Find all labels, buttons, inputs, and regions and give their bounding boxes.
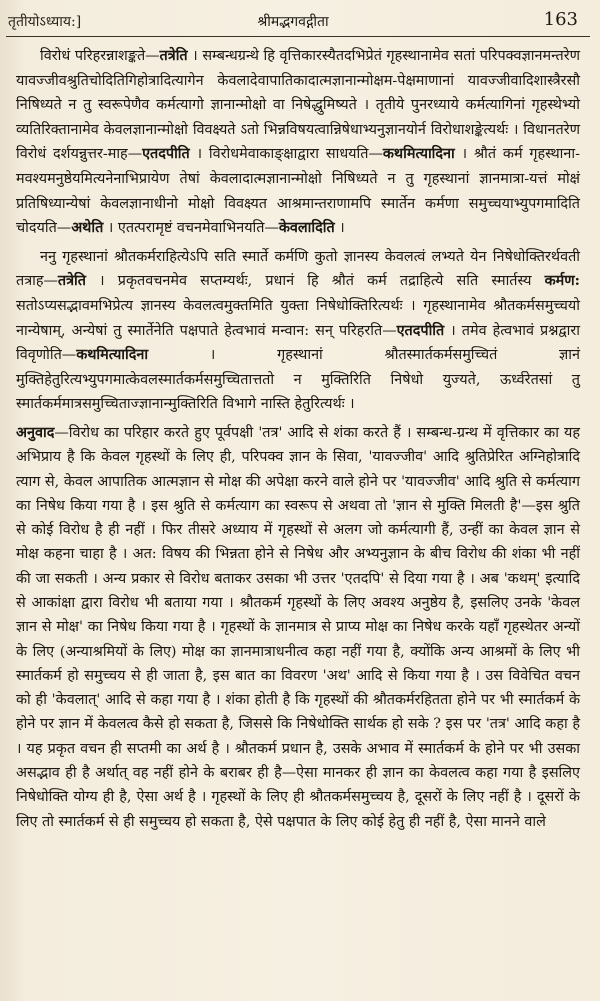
hindi-translation-para [16,421,580,834]
keyword-lemma: कथमित्यादिना [76,346,149,364]
text-run: । श्रौतं कर्म गृहस्थाना-मवश्यमनुष्ठेयमित्यनेनाभिप्रायेण तेषां केवलादात्मज्ञानान्मोक्षो निषिध्यते न तु गृहस्थानां ज्ञानमात्रा-यत्तं मोक्षं प्रतिषिध्यान्येषां केवलज्ञानाधीनो मोक्षो विवक्ष्यत आश्रमान्तराणामपि स्मार्तेन कर्मणा समुच्चयाभ्युपगमादिति चोदयति— [16,146,580,237]
keyword-lemma: कथमित्यादिना [382,145,455,163]
page-number: 163 [543,9,578,30]
sanskrit-commentary-para-1 [16,44,580,241]
text-run: । प्रकृतवचनमेव सप्तम्यर्थः, प्रधानं हि श्रौतं कर्म तद्राहित्ये सति स्मार्तस्य [85,273,545,290]
text-run: । विरोधमेवाकाङ्क्षाद्वारा साधयति— [189,146,383,163]
text-run: । [334,220,345,237]
header-rule [6,36,590,37]
text-run: ननु गृहस्थानां श्रौतकर्मराहित्येऽपि सति स्मार्ते कर्मणि कुतो ज्ञानस्य केवलत्वं लभ्यते येन निषेधोक्तिरर्थवती तत्राह— [16,248,580,290]
keyword-lemma: एतदपीति [396,321,445,339]
text-run: । गृहस्थानां श्रौतस्मार्तकर्मसमुच्चितं ज्ञानं मुक्तिहेतुरित्यभ्युपगमात्केवलस्मार्तकर्मसमुच्चितात्ततो न मुक्तिरिति निषेधो युज्यते, ऊर्ध्वरेतसां तु स्मार्तकर्ममात्रसमुच्चिताज्ज्ञानान्मुक्तिरिति विभागे नास्ति हेतुरित्यर्थः । [16,347,580,413]
keyword-lemma: अथेति [71,219,104,237]
keyword-lemma: कर्मण: [544,272,580,290]
book-title: श्रीमद्भगवद्गीता [257,14,329,30]
text-run: सतोऽप्यसद्भावमभिप्रेत्य ज्ञानस्य केवलत्वमुक्तमिति युक्ता निषेधोक्तिरित्यर्थः । गृहस्थानामेव श्रौतकर्मसमुच्चयो नान्येषाम्, अन्येषां तु स्मार्तेनेति पक्षपाते हेत्वभावं मन्वान: सन् परिहरति— [16,297,580,339]
keyword-lemma: केवलादिति [278,219,335,237]
text-run: । सम्बन्धग्रन्थे हि वृत्तिकारस्यैतदभिप्रेतं गृहस्थानामेव सतां परिपक्वज्ञानमन्तरेण यावज्जीवश्रुतिचोदितिगिहोत्रादित्यागेन केवलादेवापातिकादात्मज्ञानान्मोक्षम-पेक्षमाणानां यावज्जीवादिशास्त्रैरसौ निषिध्यते न तु स्वरूपेणैव कर्मत्यागो ज्ञानान्मोक्षो वा निषेद्धुमिष्यते । तृतीये पुनरध्याये कर्मत्यागिनां गृहस्थेभ्यो व्यतिरिक्तानामेव केवलज्ञानान्मोक्षो विवक्ष्यते ऽतो भिन्नविषयत्वान्निषेधाभ्यनुज्ञानयोर्न विरोधाशङ्केत्यर्थः । विधानतरेण विरोधं दर्शयन्नुत्तर-माह— [16,48,580,163]
page-header [8,8,578,34]
text-run: —विरोध का परिहार करते हुए पूर्वपक्षी 'तत्र' आदि से शंका करते हैं । सम्बन्ध-ग्रन्थ में वृत्तिकार का यह अभिप्राय है कि केवल गृहस्थों के लिए ही, परिपक्व ज्ञान के सिवा, 'यावज्जीव' आदि श्रुतिप्रेरित अग्निहोत्रादि त्याग से, केवल आपातिक आत्मज्ञान से मोक्ष की अपेक्षा करने वाले होने पर 'यावज्जीव' आदि श्रुति से कर्मत्याग का निषेध किया गया है । इस श्रुति से कर्मत्याग का स्वरूप से अथवा तो 'ज्ञान से मुक्ति मिलती है'—इस श्रुति से कोई विरोध है ही नहीं । फिर तीसरे अध्याय में गृहस्थों से अलग जो कर्मत्यागी हैं, उन्हीं का केवल ज्ञान से मोक्ष कहना चाहा है । अत: विषय की भिन्नता होने से निषेध और अभ्यनुज्ञान के बीच विरोध की शंका भी नहीं की जा सकती । अन्य प्रकार से विरोध बताकर उसका भी उत्तर 'एतदपि' से दिया गया है । अब 'कथम्' इत्यादि से आकांक्षा द्वारा विरोध भी बताया गया । श्रौतकर्म गृहस्थों के लिए अवश्य अनुष्ठेय है, इसलिए उनके 'केवल ज्ञान से मोक्ष' का निषेध किया गया है । गृहस्थों के ज्ञानमात्र से प्राप्य मोक्ष का निषेध करके यहाँ गृहस्थेतर अन्यों के लिए (अन्याश्रमियों के लिए) मोक्ष का ज्ञानमात्राधनीत्व कहा नहीं गया है, क्योंकि अन्य आश्रमों के लिए भी स्मार्तकर्म हो समुच्चय से ही जाता है, इस बात का विवरण 'अथ' आदि से किया गया है । उस विवेचित वचन को ही 'केवलात्' आदि से कहा गया है । शंका होती है कि गृहस्थों की श्रौतकर्मरहितता होने पर भी स्मार्तकर्म के होने पर ज्ञान में केवलत्व कैसे हो सकता है, जिससे कि निषेधोक्ति सार्थक हो सके ? इस पर 'तत्र' आदि कहा है । यह प्रकृत वचन ही सप्तमी का अर्थ है । श्रौतकर्म प्रधान है, उसके अभाव में स्मार्तकर्म के होने पर भी उसका असद्भाव ही है अर्थात् वह नहीं होने के बराबर ही है—ऐसा मानकर ही ज्ञान का केवलत्व कहा गया है इसलिए निषेधोक्ति योग्य ही है, ऐसा अर्थ है । गृहस्थों के लिए ही श्रौतकर्मसमुच्चय है, दूसरों के लिए नहीं है । दूसरों के लिए तो स्मार्तकर्म से ही समुच्चय हो सकता है, ऐसे पक्षपात के लिए कोई हेतु ही नहीं है, ऐसा मानने वाले [16,424,580,830]
text-run: । एतत्परामृष्टं वचनमेवाभिनयति— [103,220,279,237]
sanskrit-commentary-para-2 [16,245,580,417]
keyword-lemma: एतदपीति [142,145,190,163]
keyword-lemma: तत्रेति [57,272,86,290]
keyword-lemma: अनुवाद [16,423,55,441]
text-run: विरोधं परिहरन्नाशङ्कते— [40,48,160,64]
chapter-label: तृतीयोऽध्याय:] [8,14,82,30]
keyword-lemma: तत्रेति [159,47,188,64]
text-run: । तमेव हेत्वभावं प्रश्नद्वारा विवृणोति— [16,322,581,364]
page-body [16,44,580,834]
